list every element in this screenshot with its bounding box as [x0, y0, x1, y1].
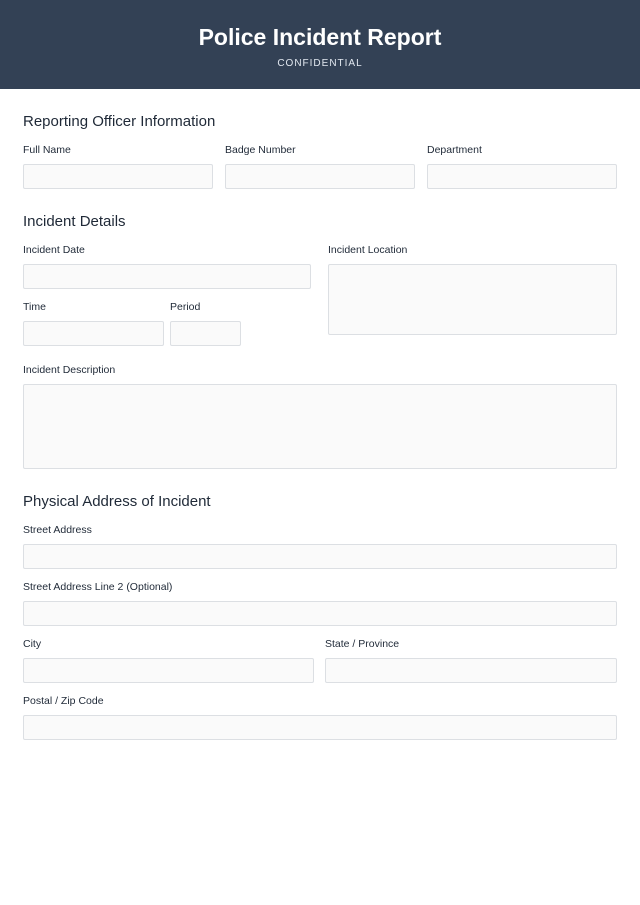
time-label: Time [23, 301, 46, 313]
department-input[interactable] [427, 164, 617, 189]
incident-description-label: Incident Description [23, 364, 116, 376]
officer-section-heading: Reporting Officer Information [23, 113, 216, 130]
incident-location-label: Incident Location [328, 244, 408, 256]
confidential-label: CONFIDENTIAL [277, 58, 363, 69]
incident-description-textarea[interactable] [23, 384, 617, 469]
address-section-heading: Physical Address of Incident [23, 493, 211, 510]
city-input[interactable] [23, 658, 314, 683]
state-label: State / Province [325, 638, 400, 650]
postal-code-label: Postal / Zip Code [23, 695, 104, 707]
report-header [0, 0, 640, 89]
postal-code-input[interactable] [23, 715, 617, 740]
period-label: Period [170, 301, 201, 313]
street-address-2-input[interactable] [23, 601, 617, 626]
period-input[interactable] [170, 321, 241, 346]
time-input[interactable] [23, 321, 164, 346]
badge-number-input[interactable] [225, 164, 415, 189]
state-input[interactable] [325, 658, 617, 683]
department-label: Department [427, 144, 482, 156]
full-name-label: Full Name [23, 144, 71, 156]
incident-location-textarea[interactable] [328, 264, 617, 335]
badge-number-label: Badge Number [225, 144, 296, 156]
full-name-input[interactable] [23, 164, 213, 189]
street-address-label: Street Address [23, 524, 92, 536]
city-label: City [23, 638, 42, 650]
incident-date-label: Incident Date [23, 244, 85, 256]
street-address-2-label: Street Address Line 2 (Optional) [23, 581, 173, 593]
street-address-input[interactable] [23, 544, 617, 569]
incident-date-input[interactable] [23, 264, 311, 289]
incident-section-heading: Incident Details [23, 213, 126, 230]
page-title: Police Incident Report [198, 24, 442, 50]
